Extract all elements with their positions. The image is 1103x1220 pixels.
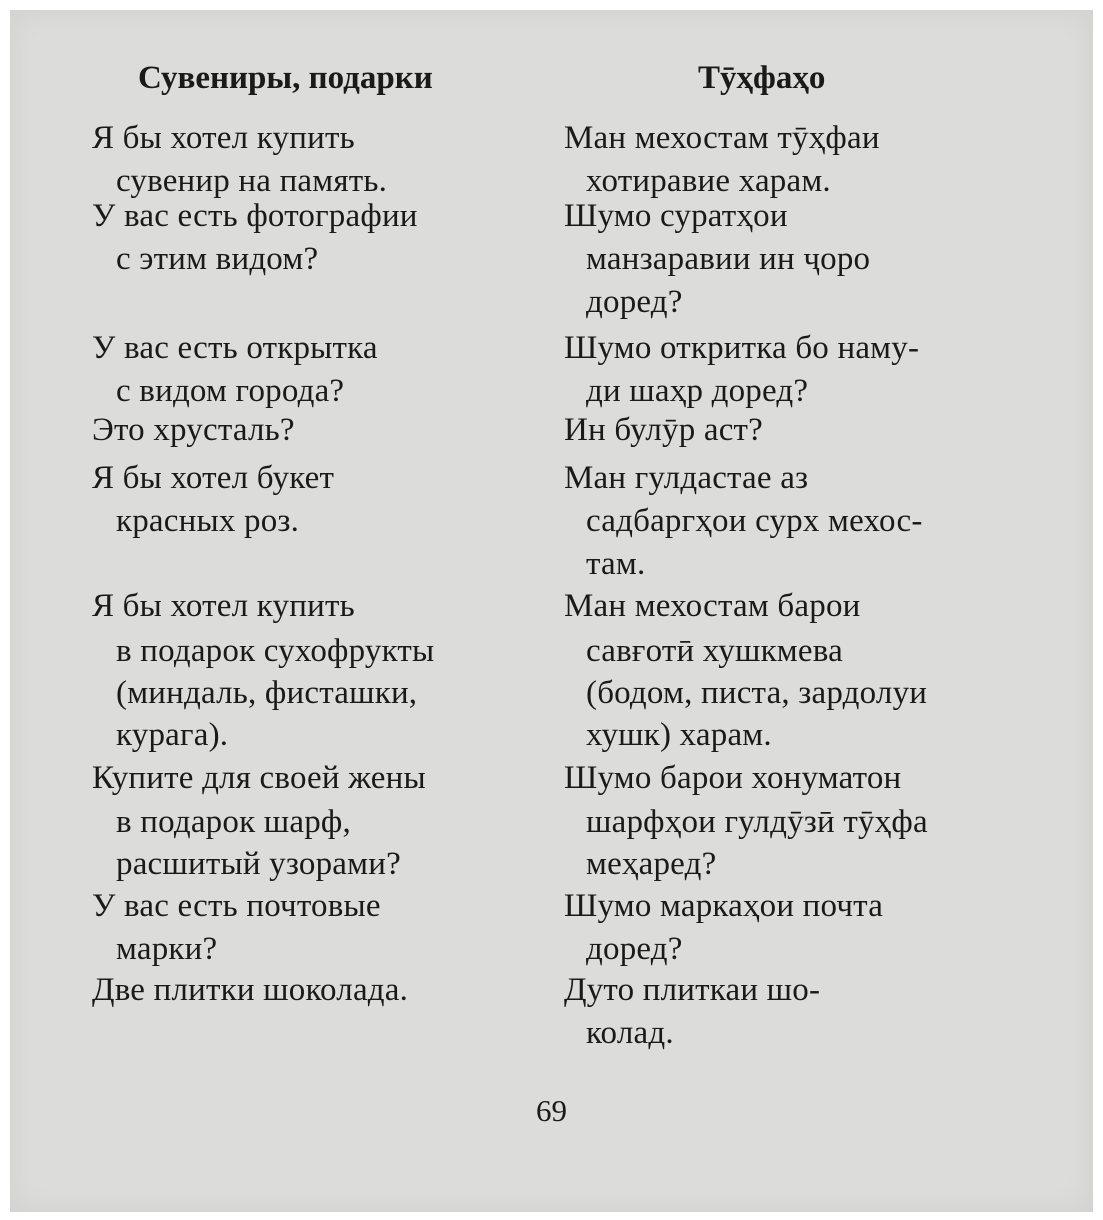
- section-heading-tajik: Тӯҳфаҳо: [698, 60, 826, 96]
- phrase-continuation-line: садбаргҳои сурх мехос-: [586, 503, 923, 539]
- phrase-continuation-line: сувенир на память.: [116, 163, 388, 199]
- phrase-line: Ман гулдастае аз: [564, 460, 809, 496]
- phrase-line: Ин булӯр аст?: [564, 412, 764, 448]
- phrase-line: Шумо суратҳои: [564, 198, 788, 234]
- phrase-line: Я бы хотел купить: [92, 588, 355, 624]
- phrase-continuation-line: курага).: [116, 717, 229, 753]
- phrase-continuation-line: в подарок шарф,: [116, 804, 351, 840]
- phrase-continuation-line: в подарок сухофрукты: [116, 633, 435, 669]
- phrase-continuation-line: ди шаҳр доред?: [586, 373, 809, 409]
- book-page: [10, 10, 1093, 1212]
- phrase-line: У вас есть открытка: [92, 330, 378, 366]
- phrase-line: Две плитки шоколада.: [92, 972, 409, 1008]
- phrase-line: Ман мехостам барои: [564, 588, 861, 624]
- phrase-line: Дуто плиткаи шо-: [564, 972, 821, 1008]
- section-heading-russian: Сувениры, подарки: [138, 60, 433, 96]
- phrase-continuation-line: с видом города?: [116, 373, 345, 409]
- phrase-line: Шумо откритка бо наму-: [564, 330, 920, 366]
- phrase-continuation-line: (миндаль, фисташки,: [116, 675, 418, 711]
- phrase-line: Шумо маркаҳои почта: [564, 888, 884, 924]
- phrase-continuation-line: колад.: [586, 1015, 674, 1051]
- phrase-continuation-line: доред?: [586, 284, 683, 320]
- phrase-line: Я бы хотел букет: [92, 460, 335, 496]
- phrase-continuation-line: манзаравии ин ҷоро: [586, 241, 871, 277]
- phrase-line: Я бы хотел купить: [92, 120, 355, 156]
- phrase-continuation-line: хотиравие харам.: [586, 163, 831, 199]
- phrase-continuation-line: там.: [586, 546, 646, 582]
- phrase-continuation-line: хушк) харам.: [586, 717, 772, 753]
- phrase-continuation-line: шарфҳои гулдӯзӣ тӯҳфа: [586, 804, 928, 840]
- phrase-continuation-line: с этим видом?: [116, 241, 319, 277]
- phrase-continuation-line: красных роз.: [116, 503, 300, 539]
- phrase-continuation-line: меҳаред?: [586, 846, 717, 882]
- phrase-continuation-line: (бодом, писта, зардолуи: [586, 675, 928, 711]
- phrase-continuation-line: доред?: [586, 931, 683, 967]
- phrase-line: Это хрусталь?: [92, 412, 295, 448]
- phrase-continuation-line: марки?: [116, 931, 218, 967]
- phrase-line: Купите для своей жены: [92, 760, 426, 796]
- phrase-line: У вас есть почтовые: [92, 888, 381, 924]
- phrase-line: Ман мехостам тӯҳфаи: [564, 120, 880, 156]
- phrase-continuation-line: расшитый узорами?: [116, 846, 401, 882]
- page-number: 69: [536, 1093, 567, 1128]
- phrase-line: Шумо барои хонуматон: [564, 760, 902, 796]
- phrase-continuation-line: савғотӣ хушкмева: [586, 633, 843, 669]
- phrase-line: У вас есть фотографии: [92, 198, 418, 234]
